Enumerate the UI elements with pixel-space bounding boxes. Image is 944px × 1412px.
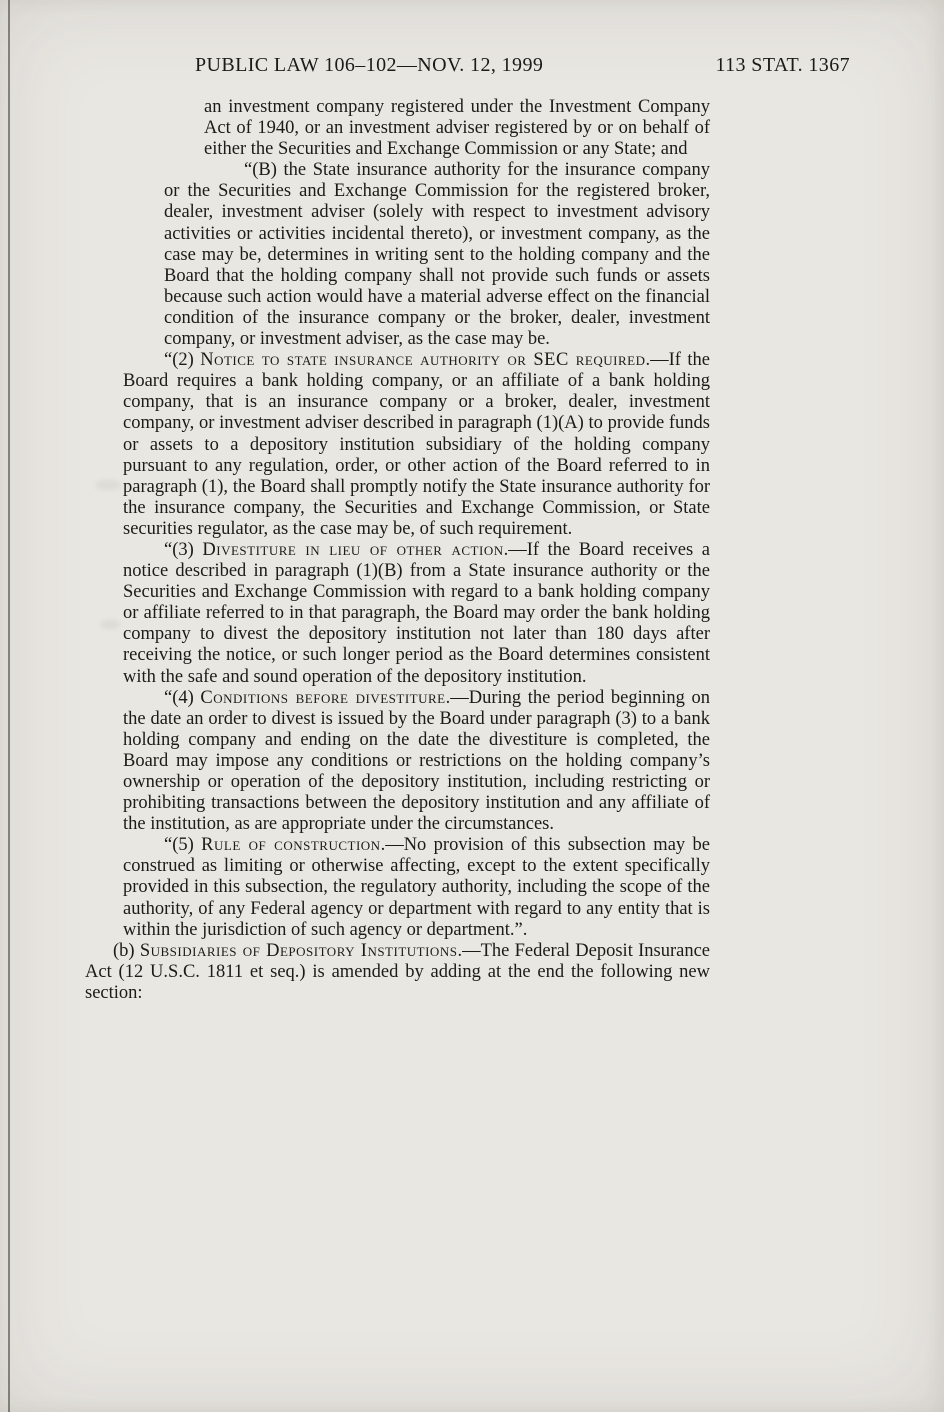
text-run: .—The Federal Deposit Insurance Act (12 U.S.C. 1811 et seq.) is amended by adding at the end the following new section: xyxy=(85,940,710,1003)
para-3-divestiture xyxy=(123,540,710,688)
text-run: “(5) xyxy=(164,835,202,856)
smallcaps-run: Notice to state insurance authority or SEC required xyxy=(200,350,646,371)
text-run: an investment company registered under the Investment Company Act of 1940, or an investment adviser registered by or on behalf of either the Securities and Exchange Commission or any State; and xyxy=(204,97,710,160)
text-run: “(4) xyxy=(164,687,201,708)
text-run: .—No provision of this subsection may be construed as limiting or otherwise affecting, except to the extent specifically provided in this subsection, the regulatory authority, including the scope of the authority, of any Federal agency or department with regard to any entity that is within the jurisdiction of such agency or department.”. xyxy=(123,835,711,940)
text-run: “(2) xyxy=(164,350,201,371)
para-subpara-B xyxy=(164,160,710,350)
text-run: “(B) the State insurance authority for the insurance company or the Securities and Exchange Commission for the registered broker, dealer, investment adviser (solely with respect to investment advisory activities or activities incidental thereto), or investment company, as the case may be, determines in writing sent to the holding company and the Board that the holding company shall not provide such funds or assets because such action would have a material adverse effect on the financial condition of the insurance company or the broker, dealer, investment company, or investment adviser, as the case may be. xyxy=(164,160,710,350)
body-text xyxy=(85,97,710,1004)
text-run: .—During the period beginning on the date an order to divest is issued by the Board under paragraph (3) to a bank holding company and ending on the date the divestiture is completed, the Board may impose any conditions or restrictions on the holding company’s ownership or operation of the depository institution, including restricting or prohibiting transactions between the depository institution and any affiliate of the institution, as are appropriate under the circumstances. xyxy=(123,687,710,835)
text-run: .—If the Board requires a bank holding company, or an affiliate of a bank holding company, that is an insurance company or a broker, dealer, investment company, or investment adviser described in paragraph (1)(A) to provide funds or assets to a depository institution subsidiary of the holding company pursuant to any regulation, order, or other action of the Board referred to in paragraph (1), the Board shall promptly notify the State insurance authority for the insurance company, the Securities and Exchange Commission, or State securities regulator, as the case may be, of such requirement. xyxy=(123,350,710,539)
page-header-title: PUBLIC LAW 106–102—NOV. 12, 1999 xyxy=(195,54,544,76)
para-b-subsidiaries xyxy=(85,941,710,1004)
text-run: “(3) xyxy=(164,539,203,560)
scan-edge-line xyxy=(8,0,10,1412)
para-4-conditions xyxy=(123,688,710,836)
smallcaps-run: Conditions before divestiture xyxy=(200,687,446,708)
para-continuation-subpara-A xyxy=(204,97,710,160)
smallcaps-run: Divestiture in lieu of other action xyxy=(202,539,504,560)
page-header-stat-ref: 113 STAT. 1367 xyxy=(715,54,850,76)
para-5-rule-of-construction xyxy=(123,835,710,940)
para-2-notice xyxy=(123,350,710,540)
text-run: (b) xyxy=(113,940,140,961)
text-run: .—If the Board receives a notice described in paragraph (1)(B) from a State insurance authority or the Securities and Exchange Commission with regard to a bank holding company or affiliate referred to in that paragraph, the Board may order the bank holding company to divest the depository institution not later than 180 days after receiving the notice, or such longer period as the Board determines consistent with the safe and sound operation of the depository institution. xyxy=(123,539,710,687)
smallcaps-run: Subsidiaries of Depository Institutions xyxy=(139,940,458,961)
smallcaps-run: Rule of construction xyxy=(201,835,381,856)
